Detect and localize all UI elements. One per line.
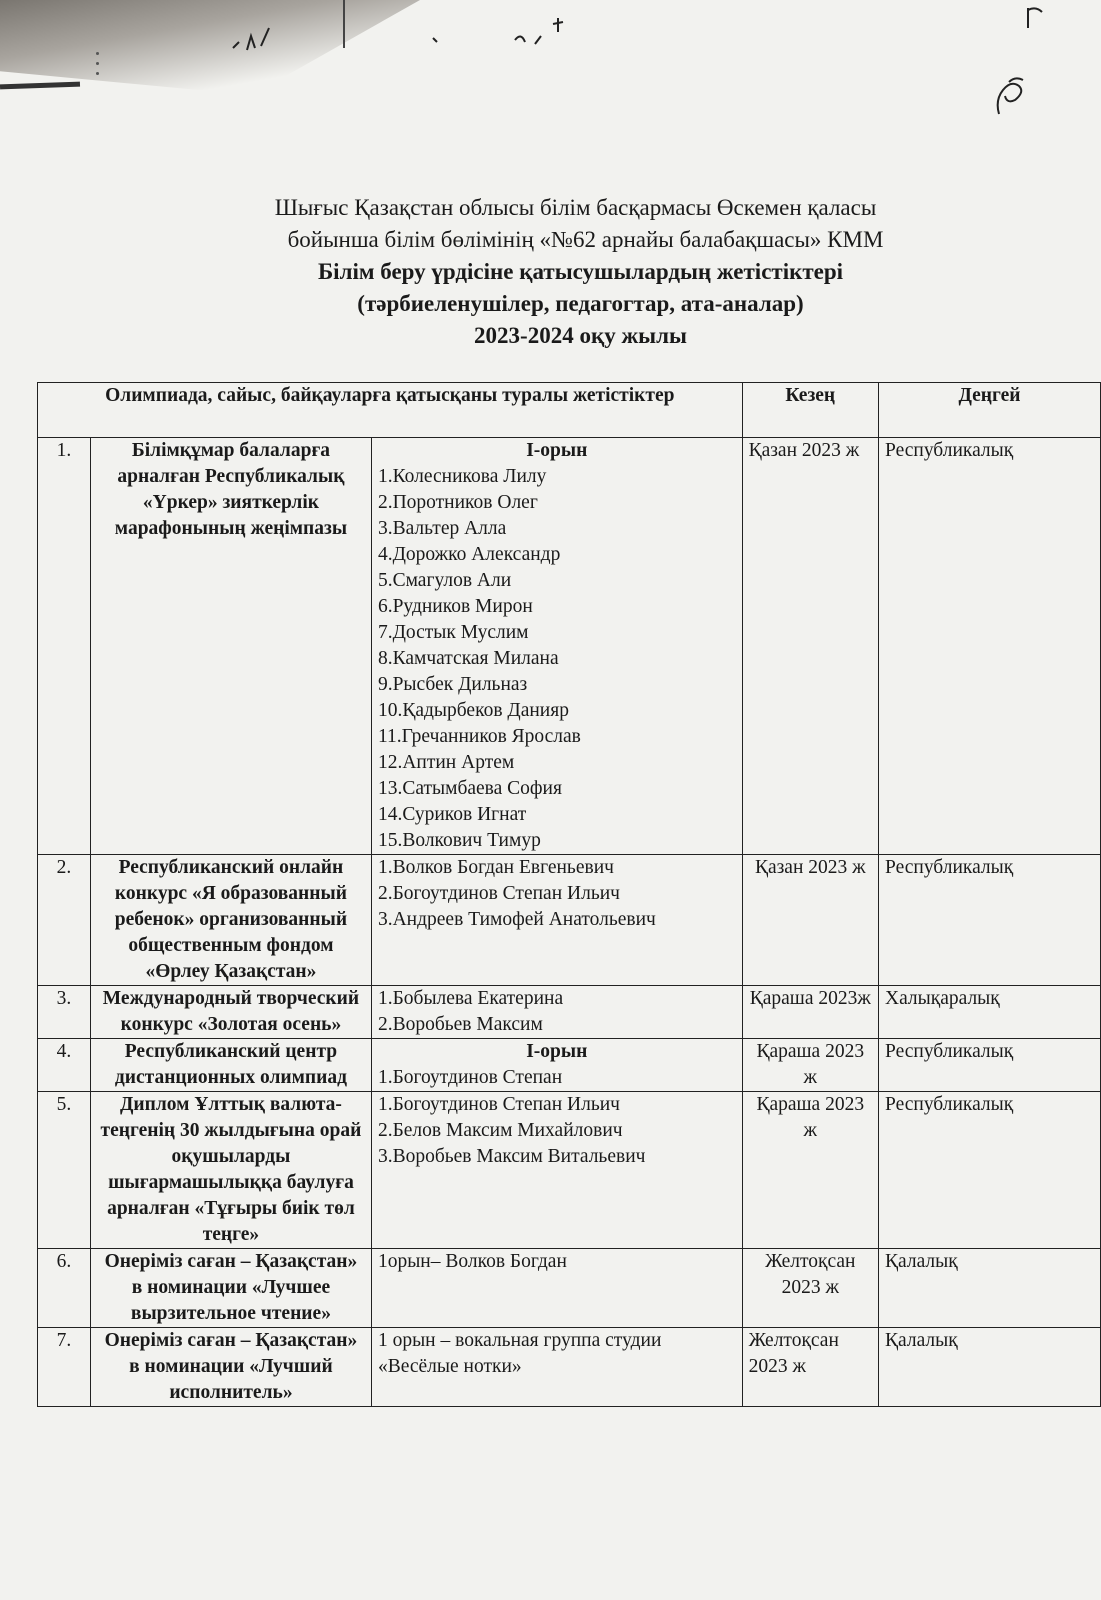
period-cell: Қараша 2023ж [742, 986, 878, 1039]
header-year: 2023-2024 оқу жылы [474, 323, 687, 348]
competition-name: Республиканский онлайн конкурс «Я образованный ребенок» организованный общественным фондом «Өрлеу Қазақстан» [90, 855, 371, 986]
table-row [38, 438, 1101, 855]
header-title: Білім беру үрдісіне қатысушылардың жетістіктері [317, 259, 844, 284]
signature-icon [985, 70, 1035, 120]
competition-name: Білімқұмар балаларға арналған Республикалық «Үркер» зияткерлік марафонының жеңімпазы [90, 438, 371, 855]
participant: 1 орын – вокальная группа студии «Весёлые нотки» [377, 1330, 662, 1377]
participant: 2.Богоутдинов Степан Ильич [377, 883, 620, 904]
period-cell: Желтоқсан 2023 ж [742, 1249, 878, 1328]
period-cell: Қазан 2023 ж [742, 438, 878, 855]
row-number: 5. [38, 1092, 91, 1249]
period-cell: Қазан 2023 ж [742, 855, 878, 986]
place-label: І-орын [526, 440, 588, 461]
participant: 2.Поротников Олег [377, 492, 538, 513]
participant: 1.Колесникова Лилу [377, 466, 547, 487]
competition-name: Международный творческий конкурс «Золотая осень» [90, 986, 371, 1039]
row-number: 6. [38, 1249, 91, 1328]
participant: 1.Волков Богдан Евгеньевич [377, 857, 614, 878]
scan-line [343, 0, 345, 48]
participants-cell [371, 855, 742, 986]
level-cell: Республикалық [879, 438, 1101, 855]
competition-name: Онеріміз саған – Қазақстан» в номинации «Лучший исполнитель» [90, 1328, 371, 1407]
participant: 13.Сатымбаева София [377, 778, 562, 799]
participant: 6.Рудников Мирон [377, 596, 533, 617]
place-label: І-орын [526, 1041, 588, 1062]
participant: 15.Волкович Тимур [377, 830, 541, 851]
participant: 2.Белов Максим Михайлович [377, 1120, 623, 1141]
competition-name: Республиканский центр дистанционных олимпиад [90, 1039, 371, 1092]
period-cell: Қараша 2023 ж [742, 1039, 878, 1092]
scan-dot [96, 62, 99, 65]
period-cell: Қараша 2023 ж [742, 1092, 878, 1249]
level-cell: Республикалық [879, 1039, 1101, 1092]
scan-dot [96, 52, 99, 55]
pen-mark-icon [225, 18, 285, 58]
header-line-2: бойынша білім бөлімінің «№62 арнайы балабақшасы» КММ [287, 227, 884, 252]
participant: 3.Андреев Тимофей Анатольевич [377, 909, 656, 930]
col-achievements-header: Олимпиада, сайыс, байқауларға қатысқаны туралы жетістіктер [38, 383, 743, 438]
document-header [0, 192, 1101, 352]
header-line-1: Шығыс Қазақстан облысы білім басқармасы Өскемен қаласы [274, 195, 877, 220]
participant: 7.Достык Муслим [377, 622, 529, 643]
participant: 1.Бобылева Екатерина [377, 988, 564, 1009]
achievements-table [37, 382, 1101, 1407]
table-row [38, 1328, 1101, 1407]
participant: 2.Воробьев Максим [377, 1014, 543, 1035]
participant: 9.Рысбек Дильназ [377, 674, 528, 695]
row-number: 7. [38, 1328, 91, 1407]
participants-cell [371, 1092, 742, 1249]
level-cell: Республикалық [879, 855, 1101, 986]
participants-cell [371, 1328, 742, 1407]
period-cell: Желтоқсан 2023 ж [742, 1328, 878, 1407]
participant: 1.Богоутдинов Степан [377, 1067, 563, 1088]
level-cell: Республикалық [879, 1092, 1101, 1249]
participant: 1орын– Волков Богдан [377, 1251, 567, 1272]
row-number: 2. [38, 855, 91, 986]
participant: 14.Суриков Игнат [377, 804, 527, 825]
header-subtitle: (тәрбиеленушілер, педагогтар, ата-аналар) [357, 291, 804, 316]
row-number: 3. [38, 986, 91, 1039]
participant: 10.Қадырбеков Данияр [377, 700, 569, 721]
participant: 3.Вальтер Алла [377, 518, 507, 539]
competition-name: Диплом Ұлттық валюта-теңгенің 30 жылдығына орай оқушыларды шығармашылыққа баулуға арналған «Тұғыры биік төл теңге» [90, 1092, 371, 1249]
table-row [38, 1039, 1101, 1092]
table-row [38, 986, 1101, 1039]
row-number: 1. [38, 438, 91, 855]
competition-name: Онеріміз саған – Қазақстан» в номинации «Лучшее вырзительное чтение» [90, 1249, 371, 1328]
level-cell: Қалалық [879, 1328, 1101, 1407]
col-period-header: Кезең [742, 383, 878, 438]
participants-cell [371, 1039, 742, 1092]
participants-cell [371, 438, 742, 855]
participant: 11.Гречанников Ярослав [377, 726, 581, 747]
scan-dot [96, 72, 99, 75]
pen-mark-icon [425, 10, 575, 55]
participant: 12.Аптин Артем [377, 752, 515, 773]
row-number: 4. [38, 1039, 91, 1092]
level-cell: Қалалық [879, 1249, 1101, 1328]
scan-shadow [0, 0, 420, 95]
scan-bar [0, 82, 80, 90]
table-row [38, 855, 1101, 986]
participants-cell [371, 1249, 742, 1328]
participants-cell [371, 986, 742, 1039]
col-level-header: Деңгей [879, 383, 1101, 438]
table-row [38, 1249, 1101, 1328]
table-row [38, 1092, 1101, 1249]
participant: 4.Дорожко Александр [377, 544, 561, 565]
participant: 3.Воробьев Максим Витальевич [377, 1146, 646, 1167]
participant: 8.Камчатская Милана [377, 648, 559, 669]
participant: 1.Богоутдинов Степан Ильич [377, 1094, 620, 1115]
level-cell: Халықаралық [879, 986, 1101, 1039]
table-header-row [38, 383, 1101, 438]
participant: 5.Смагулов Али [377, 570, 512, 591]
pen-mark-icon [1016, 2, 1056, 32]
